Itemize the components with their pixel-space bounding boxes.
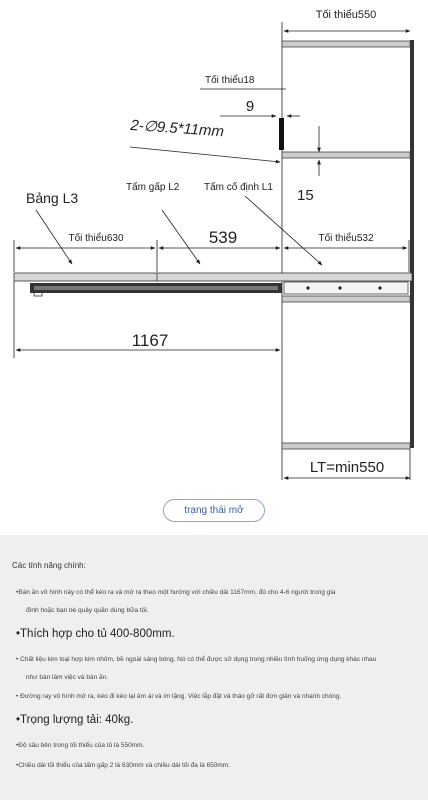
label-board-l3: Bảng L3 xyxy=(26,190,79,206)
label-1167: 1167 xyxy=(131,331,169,350)
label-fold-l2: Tấm gấp L2 xyxy=(126,182,180,193)
rail-mount-plate xyxy=(284,282,408,294)
label-hole-spec: 2-∅9.5*11mm xyxy=(129,116,225,141)
feature-item: •Chiều dài tối thiểu của tấm gấp 2 là 630mm và chiều dài tối đa là 650mm. xyxy=(16,762,231,769)
label-min630: Tối thiểu630 xyxy=(68,233,124,244)
label-min18: Tối thiểu18 xyxy=(205,75,255,86)
feature-item: •Trọng lượng tải: 40kg. xyxy=(16,714,134,726)
feature-text-cont: như bàn làm việc và bàn ăn. xyxy=(26,673,109,681)
label-min532: Tối thiểu532 xyxy=(318,233,374,244)
door-panel xyxy=(279,118,284,150)
feature-item: •Độ sâu bên trong tối thiểu của tủ là 550mm. xyxy=(16,742,145,750)
label-lt-min550: LT=min550 xyxy=(309,459,385,476)
feature-text: • Chất liệu kim loại hợp kim nhôm, bề ngoài sáng bóng. Nó có thể được sử dụng trong nhiều tình huống ứng dụng khác nhau xyxy=(16,655,377,663)
label-15: 15 xyxy=(297,187,314,204)
cabinet-middle-board xyxy=(282,152,410,158)
cabinet-bottom-board xyxy=(282,443,410,449)
feature-text-cont: đình hoặc bạn bè quây quần dùng bữa tối. xyxy=(26,606,149,614)
feature-item: •Thích hợp cho tủ 400-800mm. xyxy=(16,627,175,640)
feature-item xyxy=(16,655,416,683)
table-top-extended xyxy=(14,273,412,281)
features-title: Các tính năng chính: xyxy=(12,561,86,570)
label-539: 539 xyxy=(208,228,238,247)
open-state-button[interactable]: trạng thái mở xyxy=(163,499,264,522)
cabinet-top-board xyxy=(282,41,410,47)
label-min550-top: Tối thiểu550 xyxy=(315,9,377,21)
feature-item: • Đường ray vô hình mở ra, kéo đi kéo lại êm ái và im lặng. Việc lắp đặt và tháo gỡ rất đơn giản và nhanh chóng. xyxy=(16,693,342,701)
feature-item xyxy=(16,588,416,616)
label-fixed-l1: Tấm cố định L1 xyxy=(204,182,273,193)
label-9: 9 xyxy=(245,98,255,115)
cabinet-lower-board xyxy=(282,296,410,302)
features-section xyxy=(0,535,428,800)
state-toggle-row xyxy=(0,492,428,528)
cabinet-side-wall xyxy=(410,40,414,448)
feature-text: •Bàn ăn vô hình này có thể kéo ra và mở ra theo một hướng với chiều dài 1167mm, đủ cho 4-6 người trong gia xyxy=(16,589,336,596)
